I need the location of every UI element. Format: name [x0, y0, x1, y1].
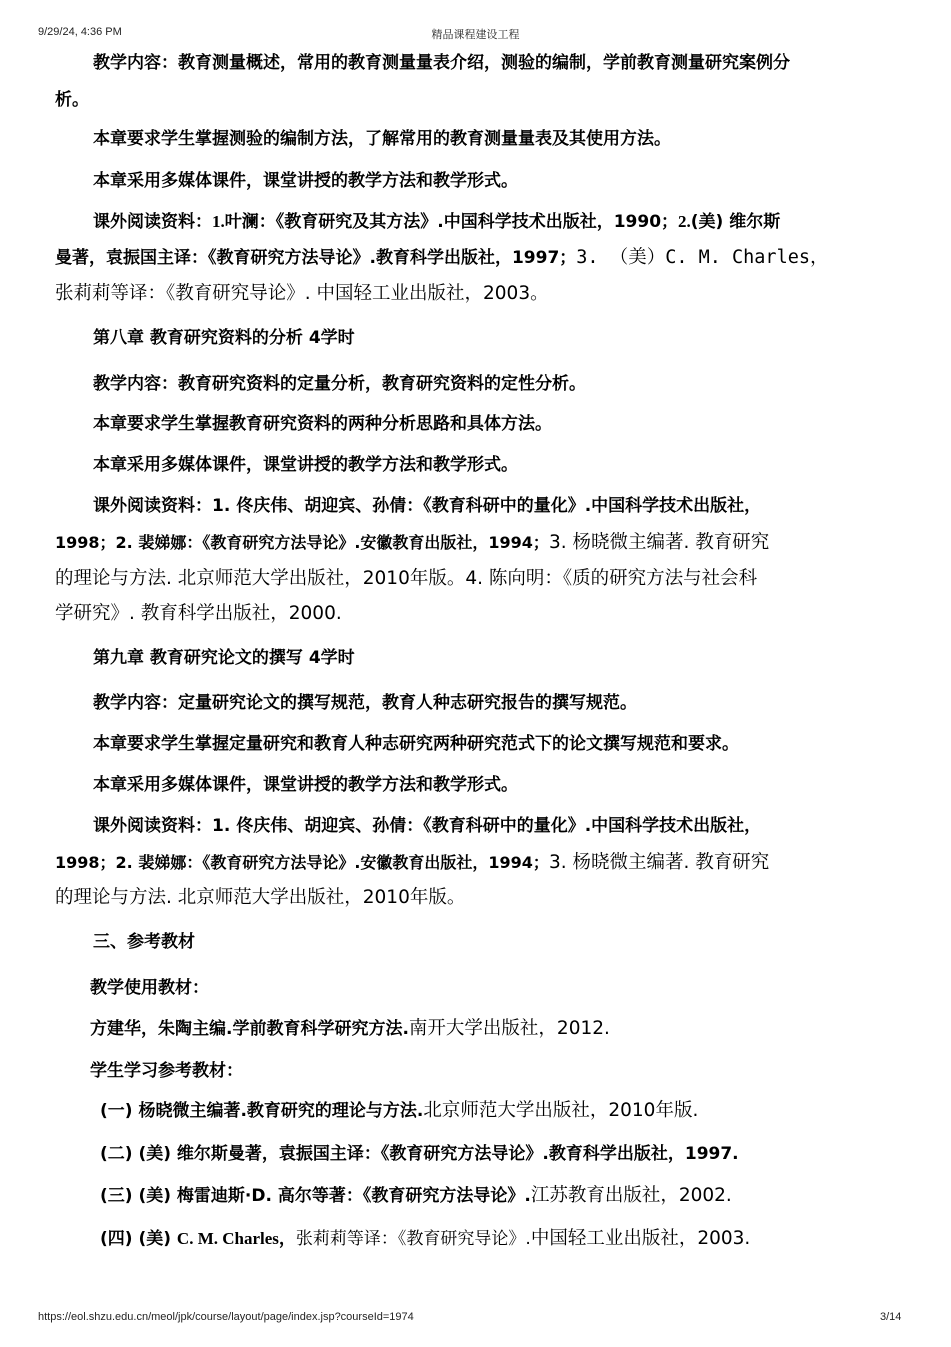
ch8-requirement: 本章要求学生掌握教育研究资料的两种分析思路和具体方法。	[93, 414, 552, 434]
print-footer-url: https://eol.shzu.edu.cn/meol/jpk/course/layout/page/index.jsp?courseId=1974	[38, 1311, 414, 1323]
ch7-reading-line2: 曼著，袁振国主译：《教育研究方法导论》.教育科学出版社，1997；3. （美）C. M. Charles，	[55, 247, 829, 268]
ch9-method: 本章采用多媒体课件，课堂讲授的教学方法和教学形式。	[93, 775, 518, 795]
teaching-textbook-label: 教学使用教材：	[90, 978, 209, 998]
ch8-reading-line1: 课外阅读资料：1. 佟庆伟、胡迎宾、孙倩：《教育科研中的量化》.中国科学技术出版社，	[93, 496, 762, 516]
ch7-method: 本章采用多媒体课件，课堂讲授的教学方法和教学形式。	[93, 171, 518, 191]
reference-item-4: (四) (美) C. M. Charles，张莉莉等译：《教育研究导论》.中国轻工业出版社，2003.	[100, 1228, 751, 1249]
ch7-requirement: 本章要求学生掌握测验的编制方法，了解常用的教育测量量表及其使用方法。	[93, 129, 671, 149]
ch7-reading-line3: 张莉莉等译：《教育研究导论》. 中国轻工业出版社，2003。	[55, 283, 549, 304]
print-header-datetime: 9/29/24, 4:36 PM	[38, 26, 122, 38]
teaching-textbook: 方建华，朱陶主编.学前教育科学研究方法.南开大学出版社，2012.	[90, 1018, 610, 1039]
ch8-method: 本章采用多媒体课件，课堂讲授的教学方法和教学形式。	[93, 455, 518, 475]
references-heading: 三、参考教材	[93, 932, 195, 952]
ch9-content: 教学内容：定量研究论文的撰写规范，教育人种志研究报告的撰写规范。	[93, 693, 637, 713]
ch8-reading-line2: 1998；2. 裴娣娜：《教育研究方法导论》.安徽教育出版社，1994；3. 杨晓微主编著. 教育研究	[55, 532, 770, 553]
ch7-reading-line1: 课外阅读资料：1.叶澜：《教育研究及其方法》.中国科学技术出版社，1990；2.(美) 维尔斯	[93, 212, 781, 232]
ch8-content: 教学内容：教育研究资料的定量分析，教育研究资料的定性分析。	[93, 374, 586, 394]
ch7-content-line1: 教学内容：教育测量概述，常用的教育测量量表介绍，测验的编制，学前教育测量研究案例分	[93, 53, 790, 73]
ch9-reading-line2: 1998；2. 裴娣娜：《教育研究方法导论》.安徽教育出版社，1994；3. 杨晓微主编著. 教育研究	[55, 852, 770, 873]
ch9-reading-line3: 的理论与方法. 北京师范大学出版社，2010年版。	[55, 887, 466, 908]
print-footer-page-number: 3/14	[880, 1311, 902, 1323]
ch7-content-line2: 析。	[55, 90, 89, 110]
ch9-title: 第九章 教育研究论文的撰写 4学时	[93, 648, 355, 668]
student-reference-label: 学生学习参考教材：	[90, 1061, 243, 1081]
reference-item-1: (一) 杨晓微主编著.教育研究的理论与方法.北京师范大学出版社，2010年版.	[100, 1100, 699, 1121]
ch8-reading-line4: 学研究》. 教育科学出版社，2000.	[55, 603, 342, 624]
ch8-title: 第八章 教育研究资料的分析 4学时	[93, 328, 355, 348]
reference-item-3: (三) (美) 梅雷迪斯·D. 高尔等著：《教育研究方法导论》.江苏教育出版社，2002.	[100, 1185, 732, 1206]
ch9-reading-line1: 课外阅读资料：1. 佟庆伟、胡迎宾、孙倩：《教育科研中的量化》.中国科学技术出版社，	[93, 816, 762, 836]
reference-item-2: (二) (美) 维尔斯曼著，袁振国主译：《教育研究方法导论》.教育科学出版社，1997.	[100, 1144, 739, 1164]
ch9-requirement: 本章要求学生掌握定量研究和教育人种志研究两种研究范式下的论文撰写规范和要求。	[93, 734, 739, 754]
print-header-title: 精品课程建设工程	[431, 29, 520, 41]
ch8-reading-line3: 的理论与方法. 北京师范大学出版社，2010年版。4. 陈向明：《质的研究方法与社会科	[55, 568, 758, 589]
